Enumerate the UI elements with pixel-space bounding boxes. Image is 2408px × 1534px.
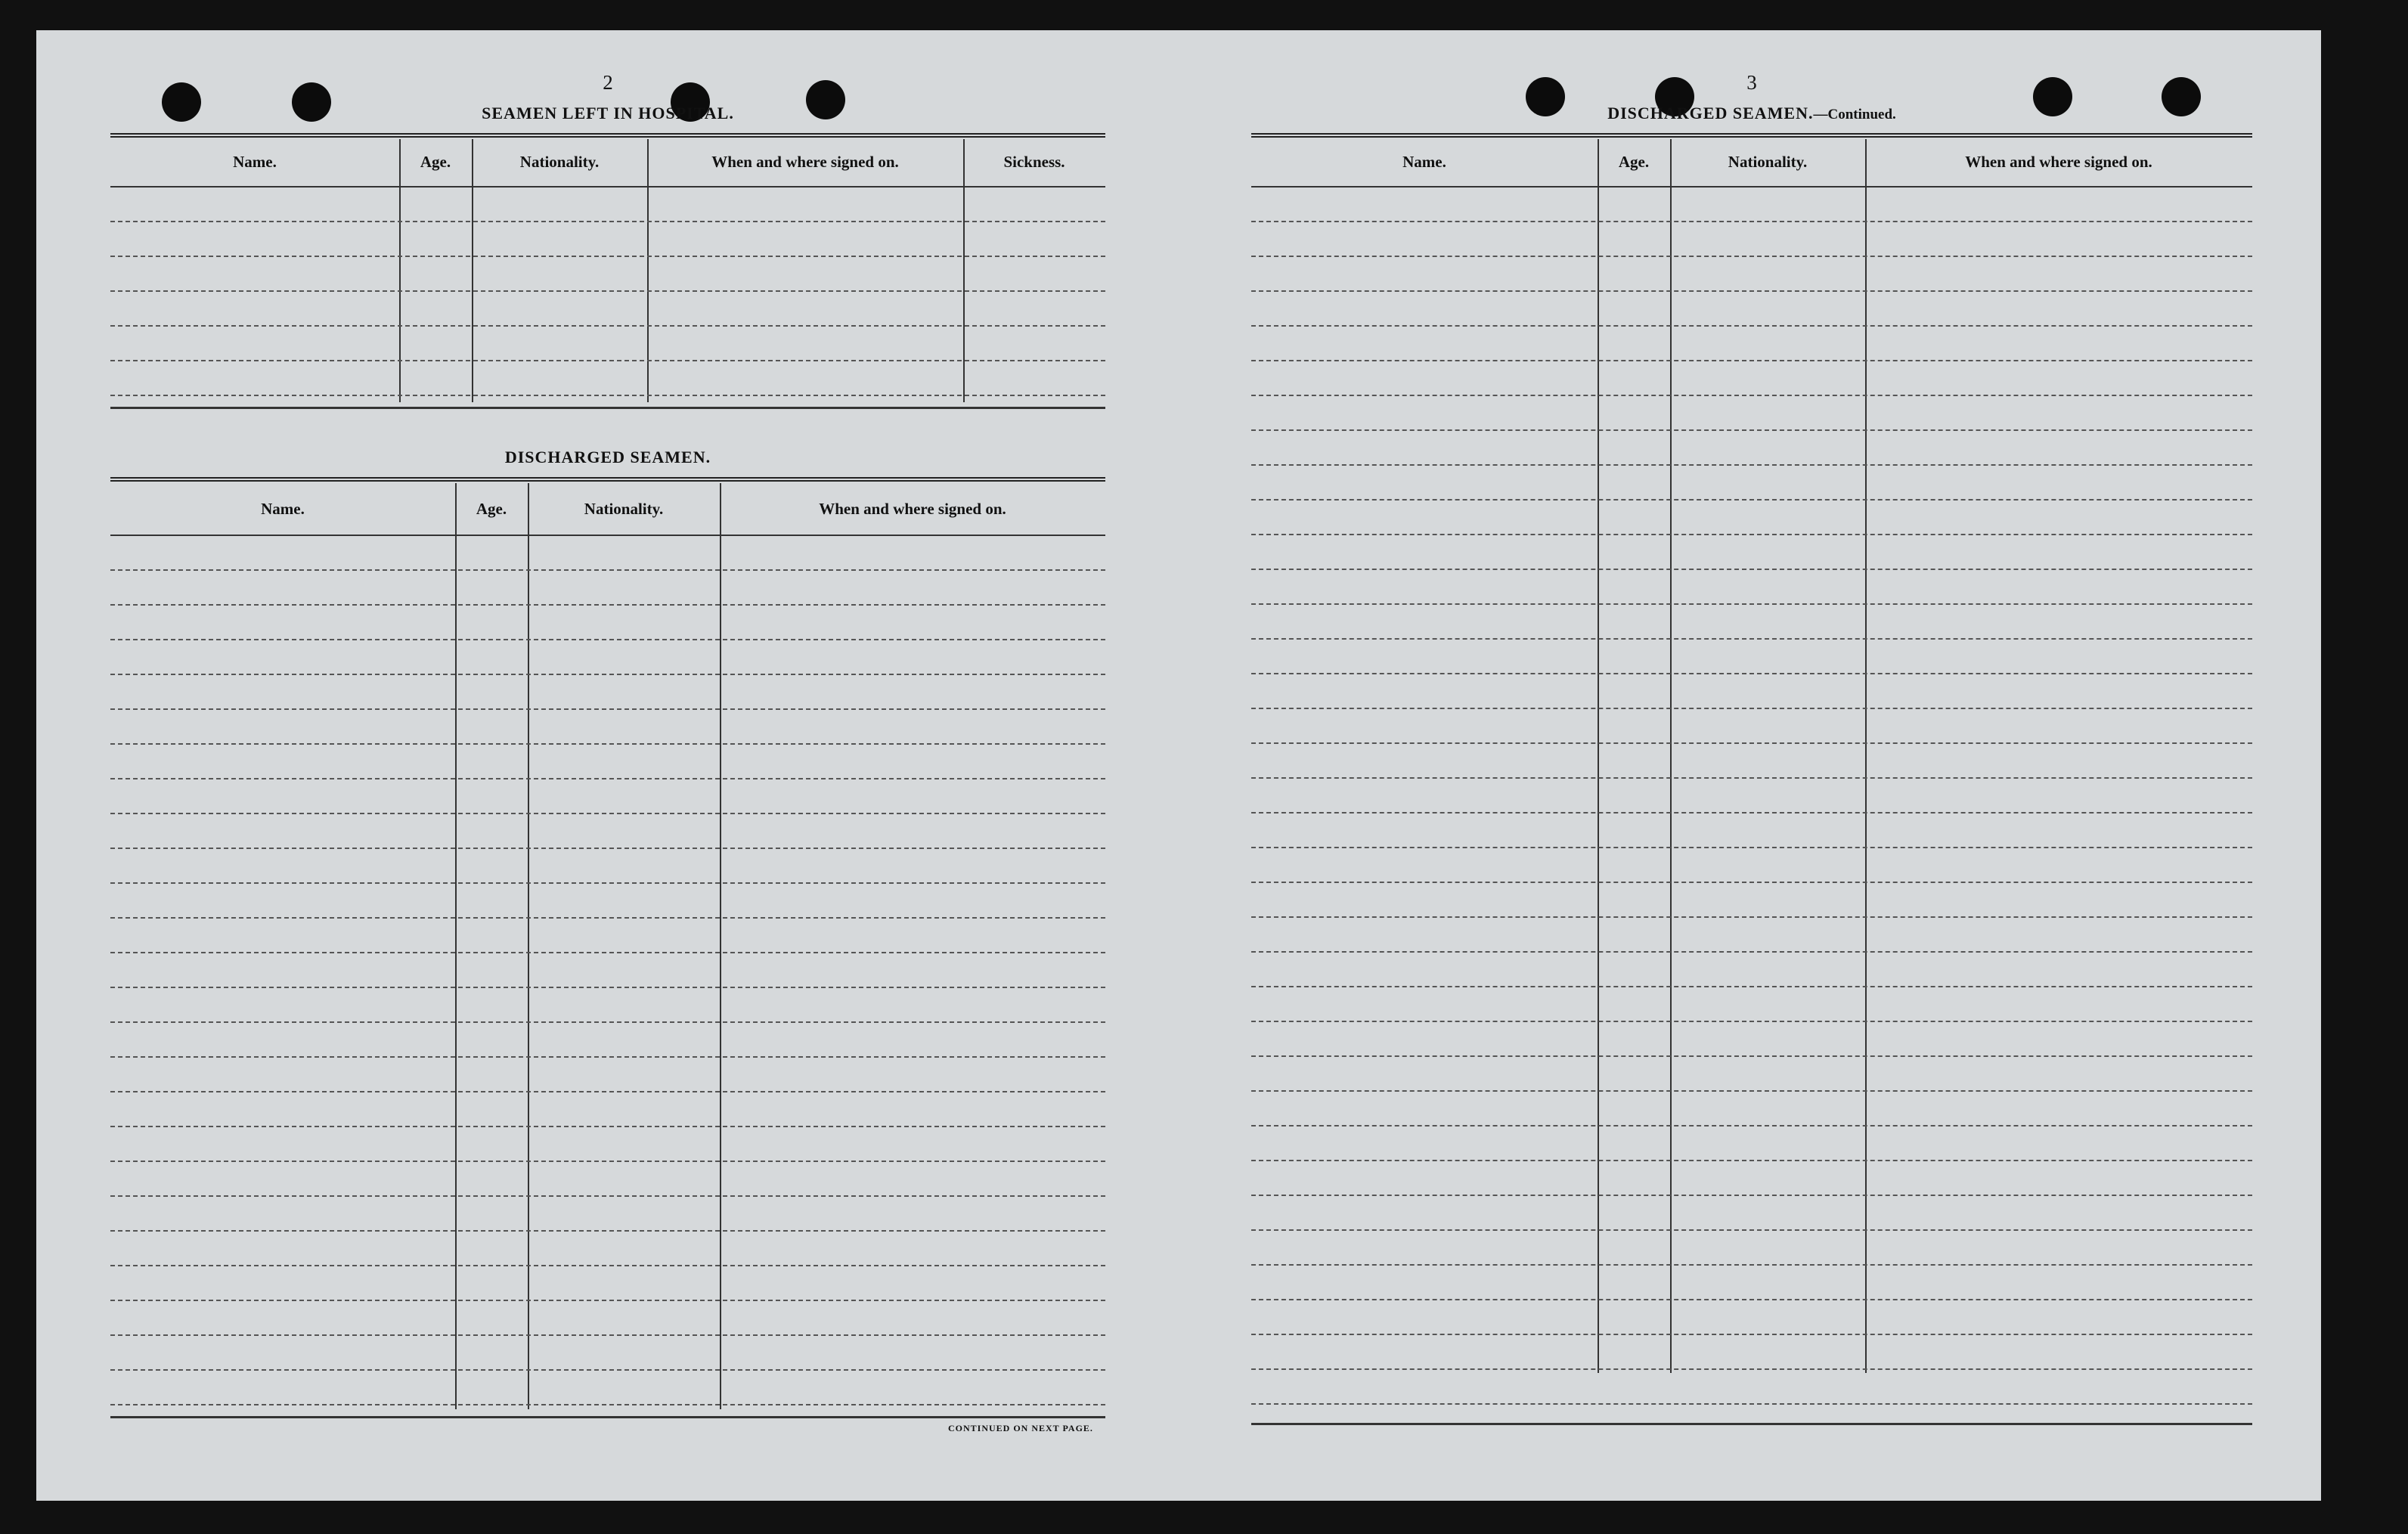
row-line	[110, 290, 1105, 292]
row-line	[1251, 1090, 2252, 1092]
header-age: Age.	[420, 153, 451, 171]
header-nationality: Nationality.	[519, 153, 600, 171]
row-line	[1251, 325, 2252, 327]
row-line	[110, 1021, 1105, 1023]
row-line	[1251, 603, 2252, 605]
discharged-table-continued	[1251, 133, 2252, 1438]
column-divider	[399, 139, 401, 402]
row-line	[1251, 882, 2252, 883]
row-line	[110, 1195, 1105, 1197]
row-line	[110, 1334, 1105, 1336]
row-line	[110, 639, 1105, 640]
row-line	[110, 1056, 1105, 1058]
column-divider	[1598, 139, 1599, 1373]
row-line	[110, 1126, 1105, 1127]
row-line	[1251, 1368, 2252, 1370]
column-divider	[472, 139, 473, 402]
header-signed-on: When and where signed on.	[711, 153, 899, 171]
table-bottom-rule	[1251, 1423, 2252, 1425]
row-line	[110, 256, 1105, 257]
column-divider	[1865, 139, 1867, 1373]
row-line	[110, 1300, 1105, 1301]
row-line	[110, 1369, 1105, 1371]
column-divider	[1670, 139, 1672, 1373]
header-name: Name.	[261, 500, 305, 518]
header-age: Age.	[1618, 153, 1650, 171]
row-line	[110, 604, 1105, 606]
row-line	[110, 952, 1105, 953]
row-line	[1251, 1334, 2252, 1335]
row-line	[1251, 569, 2252, 570]
header-age: Age.	[476, 500, 507, 518]
row-line	[110, 882, 1105, 884]
section-title-hospital: SEAMEN LEFT IN HOSPITAL.	[482, 104, 734, 122]
row-line	[110, 1404, 1105, 1405]
header-signed-on: When and where signed on.	[819, 500, 1006, 518]
row-line	[1251, 360, 2252, 361]
header-nationality: Nationality.	[584, 500, 664, 518]
row-line	[1251, 429, 2252, 431]
row-line	[110, 1091, 1105, 1092]
row-line	[1251, 499, 2252, 500]
column-divider	[720, 483, 721, 1409]
row-line	[110, 569, 1105, 571]
row-line	[1251, 673, 2252, 674]
row-line	[110, 708, 1105, 710]
row-line	[1251, 1299, 2252, 1300]
row-line	[1251, 1229, 2252, 1231]
row-line	[110, 743, 1105, 745]
row-line	[1251, 1055, 2252, 1057]
header-name: Name.	[1402, 153, 1446, 171]
section-title-discharged-continued	[1251, 104, 2252, 123]
continued-footnote: CONTINUED ON NEXT PAGE.	[948, 1423, 1093, 1433]
hospital-table	[110, 133, 1105, 440]
row-line	[110, 674, 1105, 675]
row-line	[1251, 1125, 2252, 1126]
row-line	[1251, 221, 2252, 222]
title-text: DISCHARGED SEAMEN.	[1607, 104, 1814, 122]
row-line	[110, 1265, 1105, 1266]
row-line	[1251, 916, 2252, 918]
row-line	[110, 395, 1105, 396]
row-line	[110, 778, 1105, 779]
row-line	[110, 987, 1105, 988]
row-line	[110, 1161, 1105, 1162]
discharged-table	[110, 477, 1105, 1427]
column-divider	[528, 483, 529, 1409]
row-line	[110, 360, 1105, 361]
row-line	[1251, 464, 2252, 466]
left-page	[110, 30, 1105, 1467]
row-line	[1251, 986, 2252, 987]
row-line	[1251, 847, 2252, 848]
row-line	[1251, 1264, 2252, 1266]
row-line	[1251, 256, 2252, 257]
column-divider	[647, 139, 649, 402]
header-nationality: Nationality.	[1728, 153, 1808, 171]
row-line	[110, 325, 1105, 327]
column-divider	[963, 139, 965, 402]
page-number: 3	[1746, 71, 1757, 94]
row-line	[1251, 638, 2252, 640]
header-sickness: Sickness.	[1003, 153, 1065, 171]
right-page	[1251, 30, 2252, 1467]
section-title-discharged: DISCHARGED SEAMEN.	[504, 448, 711, 466]
header-name: Name.	[233, 153, 277, 171]
table-bottom-rule	[110, 1416, 1105, 1418]
row-line	[110, 813, 1105, 814]
row-line	[1251, 1160, 2252, 1161]
row-line	[110, 848, 1105, 849]
row-line	[1251, 708, 2252, 709]
table-bottom-rule	[110, 407, 1105, 409]
row-line	[1251, 777, 2252, 779]
row-line	[1251, 534, 2252, 535]
row-line	[1251, 395, 2252, 396]
row-line	[110, 1230, 1105, 1232]
row-line	[1251, 1403, 2252, 1405]
row-line	[1251, 812, 2252, 813]
row-line	[110, 221, 1105, 222]
header-signed-on: When and where signed on.	[1965, 153, 2152, 171]
row-line	[1251, 1021, 2252, 1022]
row-line	[1251, 951, 2252, 953]
title-suffix: —Continued.	[1813, 107, 1896, 122]
row-line	[110, 917, 1105, 919]
page-number: 2	[603, 71, 613, 94]
row-line	[1251, 1195, 2252, 1196]
column-divider	[455, 483, 457, 1409]
row-line	[1251, 742, 2252, 744]
row-line	[1251, 290, 2252, 292]
document-sheet	[36, 30, 2321, 1501]
